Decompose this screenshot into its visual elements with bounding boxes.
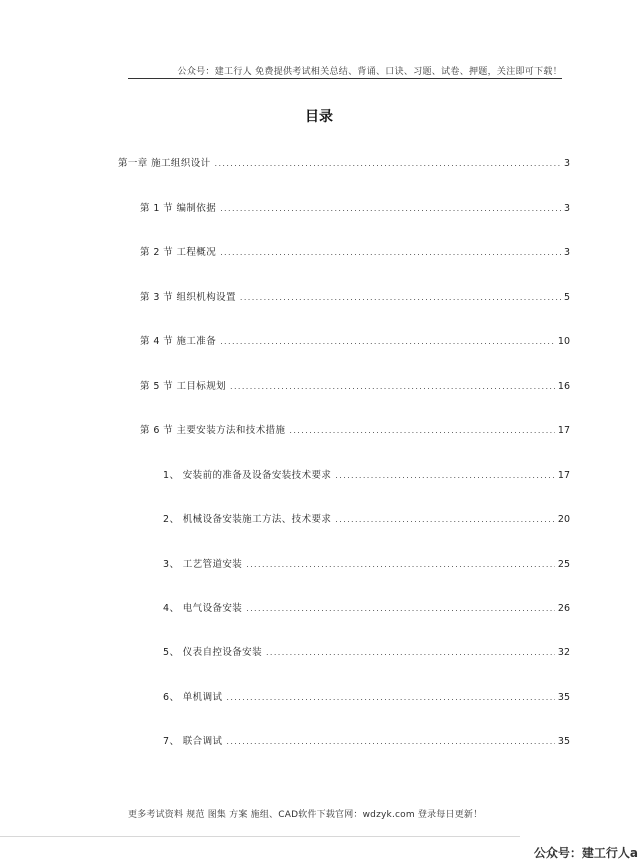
watermark-text: 公众号：建工行人a — [533, 846, 638, 860]
toc-entry-page: 25 — [557, 559, 570, 570]
toc-dot-leader — [226, 737, 555, 746]
toc-entry-label: 4、 电气设备安装 — [163, 603, 243, 614]
toc-entry-item-2[interactable] — [163, 511, 570, 525]
toc-entry-section-2[interactable] — [140, 244, 570, 258]
toc-dot-leader — [220, 248, 561, 257]
toc-entry-section-5[interactable] — [140, 378, 570, 392]
toc-entry-label: 3、 工艺管道安装 — [163, 559, 243, 570]
toc-dot-leader — [335, 515, 555, 524]
toc-entry-page: 10 — [557, 336, 570, 347]
toc-entry-item-3[interactable] — [163, 556, 570, 570]
toc-dot-leader — [226, 693, 555, 702]
toc-dot-leader — [246, 604, 555, 613]
toc-dot-leader — [289, 426, 555, 435]
toc-entry-section-4[interactable] — [140, 333, 570, 347]
toc-dot-leader — [220, 337, 555, 346]
toc-entry-item-5[interactable] — [163, 644, 570, 658]
toc-entry-page: 5 — [563, 292, 570, 303]
toc-entry-page: 17 — [557, 470, 570, 481]
header-note: 公众号：建工行人 免费提供考试相关总结、背诵、口诀、习题、试卷、押题，关注即可下载！ — [177, 67, 562, 77]
toc-entry-label: 1、 安装前的准备及设备安装技术要求 — [163, 470, 332, 481]
toc-dot-leader — [266, 648, 555, 657]
toc-entry-page: 3 — [563, 247, 570, 258]
toc-entry-page: 3 — [563, 203, 570, 214]
toc-entry-page: 35 — [557, 692, 570, 703]
toc-entry-page: 32 — [557, 647, 570, 658]
toc-entry-label: 第 6 节 主要安装方法和技术措施 — [140, 425, 286, 436]
toc-entry-page: 26 — [557, 603, 570, 614]
toc-entry-page: 3 — [563, 158, 570, 169]
header-rule — [128, 78, 562, 79]
toc-entry-page: 35 — [557, 736, 570, 747]
toc-entry-item-7[interactable] — [163, 733, 570, 747]
toc-title: 目录 — [305, 109, 333, 125]
toc-entry-label: 第 1 节 编制依据 — [140, 203, 217, 214]
toc-entry-item-1[interactable] — [163, 467, 570, 481]
bottom-divider — [0, 836, 520, 837]
toc-entry-section-3[interactable] — [140, 289, 570, 303]
toc-entry-item-6[interactable] — [163, 689, 570, 703]
toc-entry-label: 2、 机械设备安装施工方法、技术要求 — [163, 514, 332, 525]
toc-entry-page: 17 — [557, 425, 570, 436]
toc-dot-leader — [215, 159, 561, 168]
toc-entry-chapter-1[interactable] — [118, 155, 570, 169]
toc-entry-page: 20 — [557, 514, 570, 525]
toc-entry-label: 第 2 节 工程概况 — [140, 247, 217, 258]
toc-dot-leader — [220, 204, 561, 213]
toc-entry-page: 16 — [557, 381, 570, 392]
toc-dot-leader — [240, 293, 561, 302]
footer-note: 更多考试资料 规范 图集 方案 施组、CAD软件下载官网：wdzyk.com 登录每日更新！ — [128, 810, 483, 820]
toc-dot-leader — [230, 382, 555, 391]
toc-entry-label: 第一章 施工组织设计 — [118, 158, 211, 169]
toc-entry-label: 7、 联合调试 — [163, 736, 223, 747]
toc-entry-label: 6、 单机调试 — [163, 692, 223, 703]
toc-entry-section-1[interactable] — [140, 200, 570, 214]
toc-entry-label: 第 5 节 工目标规划 — [140, 381, 227, 392]
toc-entry-label: 5、 仪表自控设备安装 — [163, 647, 262, 658]
toc-entry-label: 第 3 节 组织机构设置 — [140, 292, 236, 303]
toc-entry-section-6[interactable] — [140, 422, 570, 436]
toc-dot-leader — [246, 560, 555, 569]
toc-entry-label: 第 4 节 施工准备 — [140, 336, 217, 347]
toc-dot-leader — [335, 471, 555, 480]
toc-entry-item-4[interactable] — [163, 600, 570, 614]
